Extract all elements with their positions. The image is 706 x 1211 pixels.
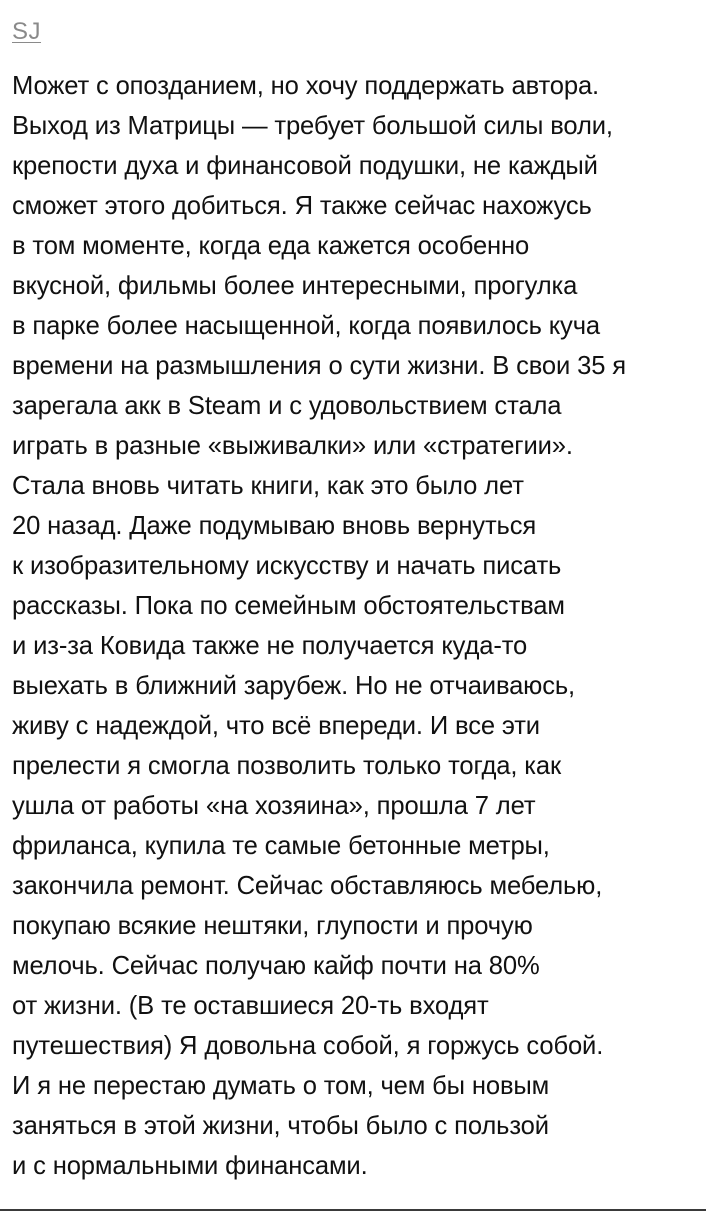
comment-text-line: вкусной, фильмы более интересными, прогулка — [12, 272, 578, 300]
comment-text-line: и с нормальными финансами. — [12, 1152, 368, 1180]
comment-text-line: 20 назад. Даже подумываю вновь вернуться — [12, 512, 537, 540]
comment-text-line: И я не перестаю думать о том, чем бы новым — [12, 1072, 550, 1100]
comment-text-line: и из-за Ковида также не получается куда-то — [12, 632, 528, 660]
comment-text-line: от жизни. (В те оставшиеся 20-ть входят — [12, 992, 489, 1020]
comment-text-line: Стала вновь читать книги, как это было лет — [12, 472, 524, 500]
comment-text-line: в том моменте, когда еда кажется особенно — [12, 232, 530, 260]
comment-text-line: Может с опозданием, но хочу поддержать автора. — [12, 72, 600, 100]
comment-text-line: к изобразительному искусству и начать писать — [12, 552, 562, 580]
comment-header — [12, 18, 702, 58]
comment-text-line: живу с надеждой, что всё впереди. И все эти — [12, 712, 540, 740]
comment-text-line: заняться в этой жизни, чтобы было с пользой — [12, 1112, 549, 1140]
comment-text-line: сможет этого добиться. Я также сейчас нахожусь — [12, 192, 592, 220]
comment-body — [12, 66, 702, 1186]
author-link[interactable]: SJ — [12, 18, 42, 45]
comment-text-line: ушла от работы «на хозяина», прошла 7 лет — [12, 792, 536, 820]
comment-text-line: зарегала акк в Steam и с удовольствием стала — [12, 392, 562, 420]
comment-text-line: прелести я смогла позволить только тогда, как — [12, 752, 562, 780]
comment-text-line: играть в разные «выживалки» или «стратегии». — [12, 432, 573, 460]
comment-text-line: времени на размышления о сути жизни. В свои 35 я — [12, 352, 626, 380]
comment-text-line: Выход из Матрицы — требует большой силы воли, — [12, 112, 613, 140]
comment-text-line: покупаю всякие нештяки, глупости и прочую — [12, 912, 533, 940]
comment-text-line: рассказы. Пока по семейным обстоятельствам — [12, 592, 565, 620]
comment-text-line: фриланса, купила те самые бетонные метры, — [12, 832, 550, 860]
comment-text-line: мелочь. Сейчас получаю кайф почти на 80% — [12, 952, 540, 980]
comment-text-line: выехать в ближний зарубеж. Но не отчаиваюсь, — [12, 672, 576, 700]
comment-text-line: путешествия) Я довольна собой, я горжусь собой. — [12, 1032, 604, 1060]
comment-text-line: в парке более насыщенной, когда появилось куча — [12, 312, 600, 340]
comment — [12, 18, 702, 1186]
comment-text-line: закончила ремонт. Сейчас обставляюсь мебелью, — [12, 872, 603, 900]
comment-text-line: крепости духа и финансовой подушки, не каждый — [12, 152, 598, 180]
